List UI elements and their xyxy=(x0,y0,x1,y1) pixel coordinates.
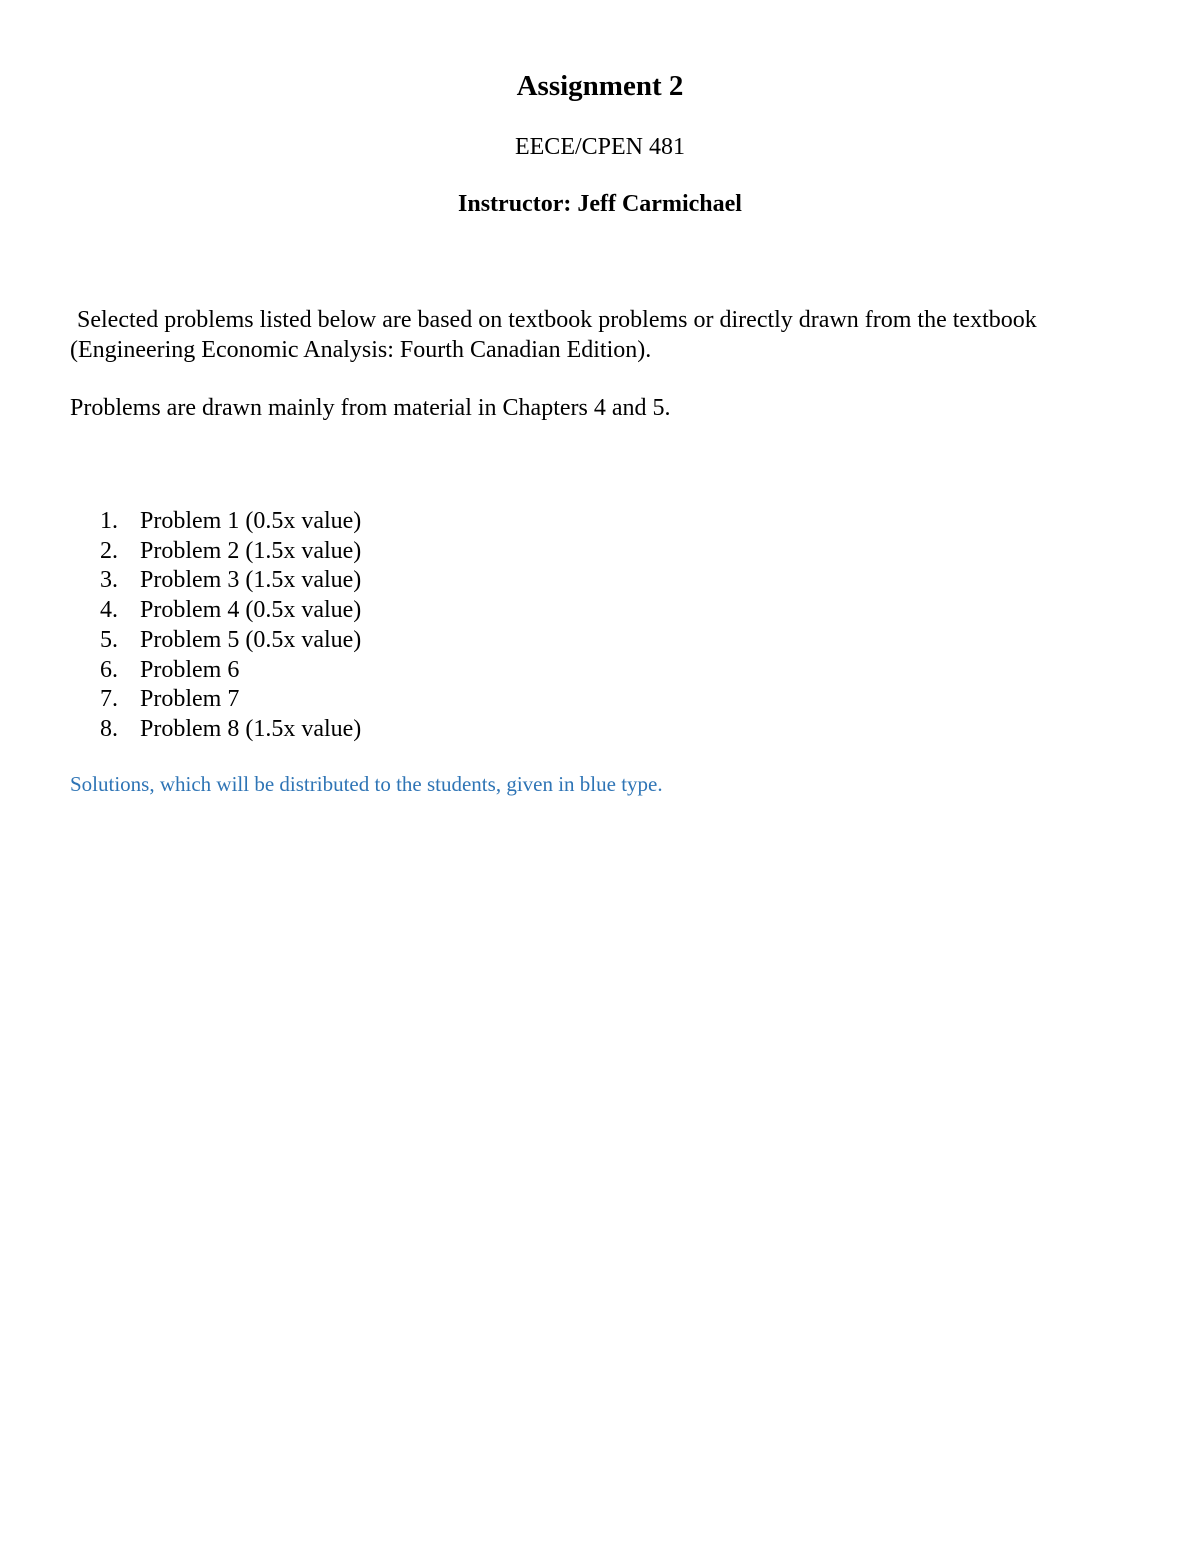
problem-label: Problem 1 (0.5x value) xyxy=(140,508,362,534)
list-item xyxy=(100,715,361,745)
solutions-note: Solutions, which will be distributed to the students, given in blue type. xyxy=(70,772,663,796)
list-number: 3. xyxy=(100,567,118,594)
list-item xyxy=(100,626,361,656)
problem-label: Problem 6 xyxy=(140,656,240,683)
problem-label: Problem 7 xyxy=(140,686,240,713)
intro-paragraph xyxy=(70,305,1130,365)
list-item xyxy=(100,685,361,715)
intro-line-1: Selected problems listed below are based on textbook problems or directly drawn from the textbook xyxy=(77,307,1037,333)
list-number: 5. xyxy=(100,626,118,653)
list-item xyxy=(100,507,361,537)
list-number: 8. xyxy=(100,715,118,742)
problem-list xyxy=(100,507,361,745)
list-number: 6. xyxy=(100,656,118,683)
problem-label: Problem 2 (1.5x value) xyxy=(140,537,362,564)
course-code: EECE/CPEN 481 xyxy=(514,134,685,160)
problem-label: Problem 8 (1.5x value) xyxy=(140,715,362,742)
list-number: 7. xyxy=(100,686,118,713)
chapters-paragraph: Problems are drawn mainly from material in Chapters 4 and 5. xyxy=(70,395,671,421)
page-title: Assignment 2 xyxy=(516,70,684,102)
list-number: 4. xyxy=(100,597,118,624)
problem-label: Problem 4 (0.5x value) xyxy=(140,597,362,624)
problem-label: Problem 5 (0.5x value) xyxy=(140,626,362,653)
intro-line-2: (Engineering Economic Analysis: Fourth Canadian Edition). xyxy=(70,337,652,363)
list-number: 1. xyxy=(100,508,118,534)
problem-label: Problem 3 (1.5x value) xyxy=(140,567,362,594)
list-item xyxy=(100,656,361,686)
instructor-name: Instructor: Jeff Carmichael xyxy=(458,191,742,217)
list-item xyxy=(100,566,361,596)
list-number: 2. xyxy=(100,537,118,564)
list-item xyxy=(100,596,361,626)
list-item xyxy=(100,537,361,567)
